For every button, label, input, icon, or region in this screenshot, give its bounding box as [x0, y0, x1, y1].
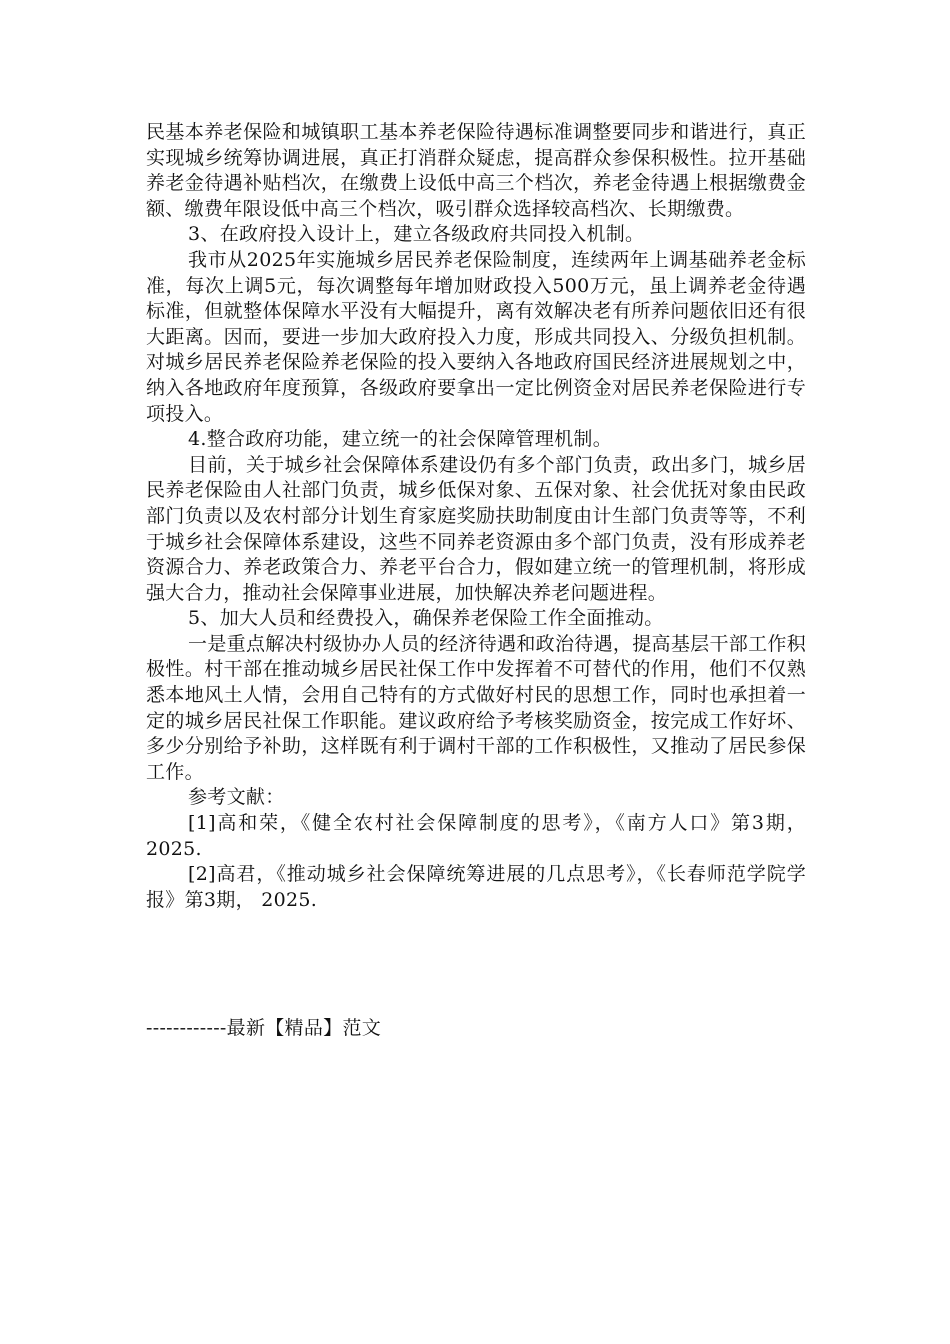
page-footer: ------------最新【精品】范文 — [146, 1017, 382, 1039]
reference-item-2: [2]高君，《推动城乡社会保障统筹进展的几点思考》，《长春师范学院学报》第3期， 2025. — [146, 863, 806, 911]
paragraph-staff-funding: 一是重点解决村级协办人员的经济待遇和政治待遇，提高基层干部工作积极性。村干部在推动城乡居民社保工作中发挥着不可替代的作用，他们不仅熟悉本地风土人情，会用自己特有的方式做好村民的思想工作，同时也承担着一定的城乡居民社保工作职能。建议政府给予考核奖励资金，按完成工作好坏、多少分别给予补助，这样既有利于调村干部的工作积极性，又推动了居民参保工作。 — [146, 632, 806, 783]
reference-item-1: [1]高和荣，《健全农村社会保障制度的思考》，《南方人口》第3期， 2025. — [146, 812, 806, 860]
paragraph-government-investment: 我市从2025年实施城乡居民养老保险制度，连续两年上调基础养老金标准，每次上调5元，每次调整每年增加财政投入500万元，虽上调养老金待遇标准，但就整体保障水平没有大幅提升，离有效解决老有所养问题依旧还有很大距离。因而，要进一步加大政府投入力度，形成共同投入、分级负担机制。对城乡居民养老保险养老保险的投入要纳入各地政府国民经济进展规划之中，纳入各地政府年度预算，各级政府要拿出一定比例资金对居民养老保险进行专项投入。 — [146, 248, 806, 425]
heading-item-5: 5、加大人员和经费投入，确保养老保险工作全面推动。 — [188, 607, 664, 630]
paragraph-management-mechanism: 目前，关于城乡社会保障体系建设仍有多个部门负责，政出多门，城乡居民养老保险由人社部门负责，城乡低保对象、五保对象、社会优抚对象由民政部门负责以及农村部分计划生育家庭奖励扶助制度由计生部门负责等等，不利于城乡社会保障体系建设，这些不同养老资源由多个部门负责，没有形成养老资源合力、养老政策合力、养老平台合力，假如建立统一的管理机制，将形成强大合力，推动社会保障事业进展，加快解决养老问题进程。 — [146, 453, 806, 604]
paragraph-continuation: 民基本养老保险和城镇职工基本养老保险待遇标准调整要同步和谐进行，真正实现城乡统筹协调进展，真正打消群众疑虑，提高群众参保积极性。拉开基础养老金待遇补贴档次，在缴费上设低中高三个档次，养老金待遇上根据缴费金额、缴费年限设低中高三个档次，吸引群众选择较高档次、长期缴费。 — [146, 121, 806, 220]
document-body — [146, 120, 806, 913]
heading-item-4: 4.整合政府功能，建立统一的社会保障管理机制。 — [188, 428, 613, 451]
heading-item-3: 3、在政府投入设计上，建立各级政府共同投入机制。 — [188, 223, 645, 246]
references-heading: 参考文献： — [188, 786, 285, 809]
